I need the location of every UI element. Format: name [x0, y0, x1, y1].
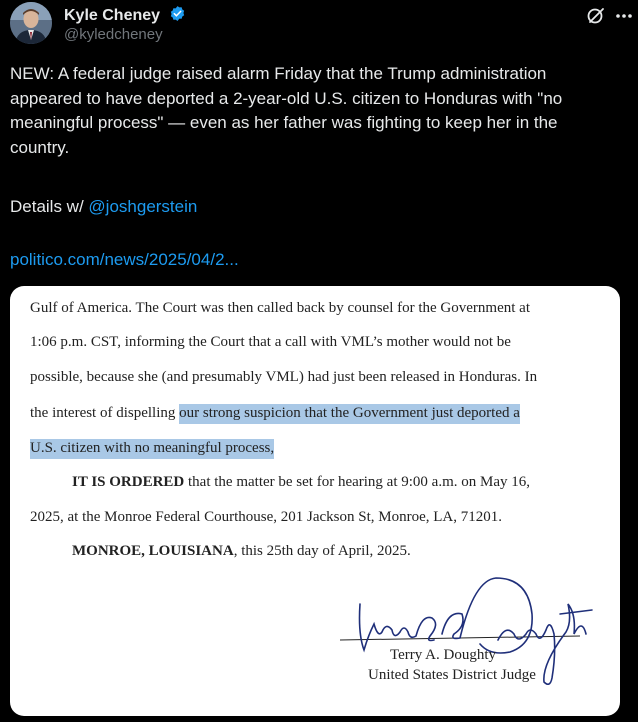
details-label: Details w/	[10, 197, 89, 216]
tweet-line: meaningful process" — even as her father was fighting to keep her in the	[10, 113, 558, 132]
tweet-details	[10, 197, 197, 217]
author-name[interactable]: Kyle Cheney	[64, 7, 161, 24]
more-icon[interactable]	[614, 6, 634, 31]
doc-line: 1:06 p.m. CST, informing the Court that a call with VML’s mother would not be	[30, 334, 511, 350]
doc-line	[72, 543, 411, 560]
doc-line	[72, 474, 530, 491]
tweet-header	[10, 2, 630, 52]
tweet-line: NEW: A federal judge raised alarm Friday that the Trump administration	[10, 64, 547, 83]
doc-line: possible, because she (and presumably VML) had just been released in Honduras. In	[30, 369, 538, 385]
doc-text: , this 25th day of April, 2025.	[233, 543, 411, 559]
avatar[interactable]	[10, 2, 52, 44]
doc-line	[30, 440, 274, 457]
doc-text: that the matter be set for hearing at 9:00 a.m. on May 16,	[184, 474, 530, 490]
doc-highlight: U.S. citizen with no meaningful process,	[30, 439, 274, 459]
mention-link[interactable]: @joshgerstein	[88, 197, 198, 216]
doc-line: Gulf of America. The Court was then called back by counsel for the Government at	[30, 300, 530, 316]
doc-bold: MONROE, LOUISIANA	[72, 543, 234, 559]
author-handle[interactable]: @kyledcheney	[64, 26, 163, 43]
doc-line	[30, 405, 520, 422]
doc-highlight: our strong suspicion that the Government just deported a	[179, 404, 520, 424]
tweet-line: appeared to have deported a 2-year-old U.S. citizen to Honduras with "no	[10, 88, 563, 108]
doc-bold: IT IS ORDERED	[72, 474, 185, 490]
tweet-line: country.	[10, 137, 70, 157]
verified-badge-icon	[169, 5, 186, 27]
doc-line: 2025, at the Monroe Federal Courthouse, 201 Jackson St, Monroe, LA, 71201.	[30, 509, 503, 525]
judge-title: United States District Judge	[368, 667, 536, 683]
document-image[interactable]	[10, 286, 620, 716]
tweet-body	[10, 62, 628, 160]
article-link[interactable]: politico.com/news/2025/04/2...	[10, 250, 239, 269]
article-link-wrap	[10, 250, 239, 270]
grok-icon[interactable]	[586, 6, 606, 31]
doc-text: the interest of dispelling	[30, 405, 180, 421]
judge-name: Terry A. Doughty	[390, 647, 497, 663]
